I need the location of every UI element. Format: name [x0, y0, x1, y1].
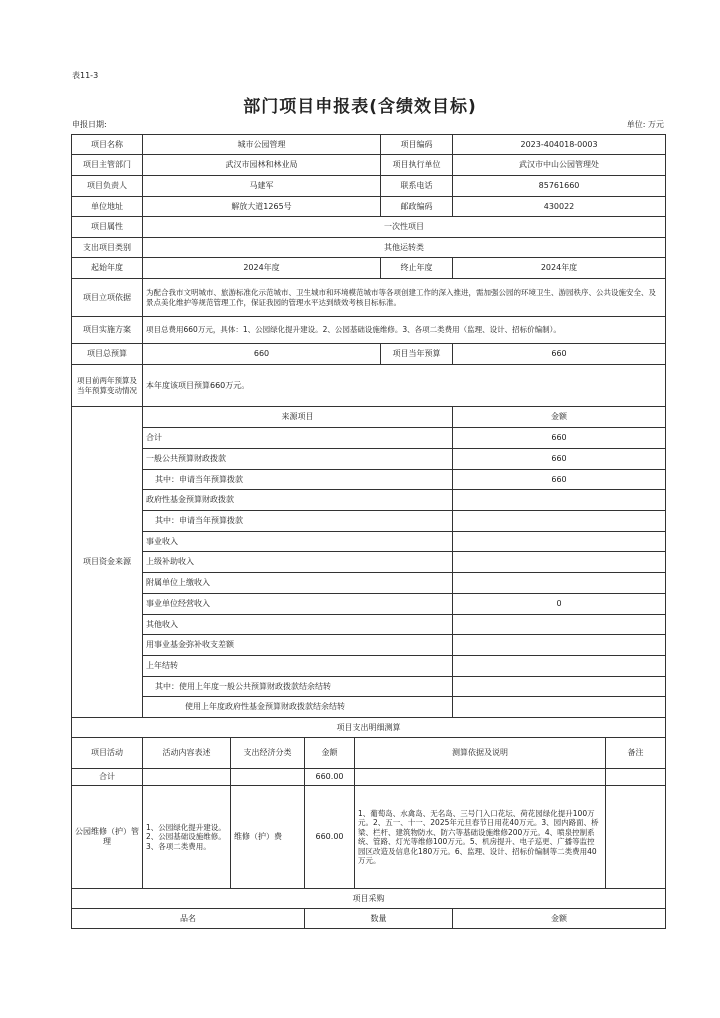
detail-item-row: [72, 786, 666, 889]
exec-unit-value: 武汉市中山公园管理处: [453, 155, 666, 176]
detail-col-remark: 备注: [606, 738, 666, 769]
postcode-label: 邮政编码: [381, 197, 453, 217]
detail-col-econ: 支出经济分类: [231, 738, 305, 769]
purchase-col-qty: 数量: [305, 909, 453, 929]
phone-label: 联系电话: [381, 176, 453, 197]
detail-activity: 公园维修（护）管理: [72, 786, 143, 889]
end-value: 2024年度: [453, 258, 666, 279]
purchase-section-row: [72, 889, 666, 909]
funding-row-label: 其中：申请当年预算拨款: [143, 511, 453, 532]
funding-row-label: 用事业基金弥补收支差额: [143, 635, 453, 656]
funding-row: [72, 449, 666, 470]
start-label: 起始年度: [72, 258, 143, 279]
detail-section-label: 项目支出明细测算: [72, 718, 666, 738]
funding-row: [72, 573, 666, 594]
detail-total-amount: 660.00: [305, 769, 355, 786]
basis-value: 为配合我市文明城市、旅游标准化示范城市、卫生城市和环境模范城市等各项创建工作的深入推进，需加强公园的环境卫生、游园秩序、公共设施安全、及景点美化维护等规范管理工作，保证我园的管理水平达到绩效考核目标标准。: [143, 279, 666, 317]
budget-change-label: 项目前两年预算及当年预算变动情况: [72, 365, 143, 407]
funding-row: [72, 677, 666, 697]
exec-unit-label: 项目执行单位: [381, 155, 453, 176]
funding-row-amount: [453, 573, 666, 594]
project-name-value: 城市公园管理: [143, 135, 381, 155]
end-label: 终止年度: [381, 258, 453, 279]
project-application-table: [71, 134, 666, 929]
detail-header-row: [72, 738, 666, 769]
detail-col-activity: 项目活动: [72, 738, 143, 769]
funding-row: [72, 615, 666, 635]
report-date-label: 申报日期:: [72, 120, 107, 129]
funding-row-amount: [453, 615, 666, 635]
detail-section-row: [72, 718, 666, 738]
empty-cell: [231, 769, 305, 786]
address-label: 单位地址: [72, 197, 143, 217]
funding-row: [72, 697, 666, 718]
funding-row: [72, 594, 666, 615]
row-plan: [72, 317, 666, 344]
funding-row-label: 一般公共预算财政拨款: [143, 449, 453, 470]
funding-row-label: 其他收入: [143, 615, 453, 635]
funding-row: [72, 511, 666, 532]
project-name-label: 项目名称: [72, 135, 143, 155]
funding-row-label: 事业收入: [143, 532, 453, 552]
funding-row-label: 上年结转: [143, 656, 453, 677]
phone-value: 85761660: [453, 176, 666, 197]
funding-row-label: 使用上年度政府性基金预算财政拨款结余结转: [143, 697, 453, 718]
funding-row-amount: [453, 656, 666, 677]
manager-label: 项目负责人: [72, 176, 143, 197]
empty-cell: [606, 769, 666, 786]
funding-row-amount: [453, 635, 666, 656]
attr-value: 一次性项目: [143, 217, 666, 238]
funding-header-row: [72, 407, 666, 428]
row-period: [72, 258, 666, 279]
dept-label: 项目主管部门: [72, 155, 143, 176]
purchase-header-row: [72, 909, 666, 929]
row-attr: [72, 217, 666, 238]
funding-row-label: 合计: [143, 428, 453, 449]
total-budget-label: 项目总预算: [72, 344, 143, 365]
funding-row: [72, 656, 666, 677]
detail-col-amount: 金额: [305, 738, 355, 769]
row-address: [72, 197, 666, 217]
empty-cell: [143, 769, 231, 786]
funding-row-label: 事业单位经营收入: [143, 594, 453, 615]
attr-label: 项目属性: [72, 217, 143, 238]
funding-row-amount: [453, 697, 666, 718]
funding-row-amount: 0: [453, 594, 666, 615]
funding-row-amount: 660: [453, 449, 666, 470]
plan-value: 项目总费用660万元，具体：1、公园绿化提升建设。2、公园基础设施维修。3、各项二类费用（监理、设计、招标价编制）。: [143, 317, 666, 344]
funding-row: [72, 428, 666, 449]
funding-row-label: 政府性基金预算财政拨款: [143, 490, 453, 511]
dept-value: 武汉市园林和林业局: [143, 155, 381, 176]
funding-row: [72, 552, 666, 573]
funding-row-label: 其中：申请当年预算拨款: [143, 470, 453, 490]
empty-cell: [355, 769, 606, 786]
detail-econ: 维修（护）费: [231, 786, 305, 889]
manager-value: 马建军: [143, 176, 381, 197]
page-title: 部门项目申报表(含绩效目标): [243, 97, 477, 117]
funding-row-label: 上级补助收入: [143, 552, 453, 573]
detail-remark: [606, 786, 666, 889]
row-project-name: [72, 135, 666, 155]
detail-content: 1、公园绿化提升建设。2、公园基础设施维修。3、各项二类费用。: [143, 786, 231, 889]
project-code-label: 项目编码: [381, 135, 453, 155]
funding-row-amount: [453, 490, 666, 511]
category-value: 其他运转类: [143, 238, 666, 258]
row-budget: [72, 344, 666, 365]
funding-row-amount: [453, 532, 666, 552]
row-category: [72, 238, 666, 258]
funding-row-amount: 660: [453, 428, 666, 449]
row-budget-change: [72, 365, 666, 407]
unit-label: 单位: 万元: [626, 120, 664, 129]
detail-col-basis: 测算依据及说明: [355, 738, 606, 769]
purchase-col-amount: 金额: [453, 909, 666, 929]
funding-row-label: 附属单位上缴收入: [143, 573, 453, 594]
funding-row: [72, 470, 666, 490]
basis-label: 项目立项依据: [72, 279, 143, 317]
address-value: 解放大道1265号: [143, 197, 381, 217]
funding-row: [72, 532, 666, 552]
funding-row-amount: 660: [453, 470, 666, 490]
funding-row: [72, 635, 666, 656]
postcode-value: 430022: [453, 197, 666, 217]
category-label: 支出项目类别: [72, 238, 143, 258]
funding-col-amount: 金额: [453, 407, 666, 428]
detail-amount: 660.00: [305, 786, 355, 889]
purchase-section-label: 项目采购: [72, 889, 666, 909]
current-budget-label: 项目当年预算: [381, 344, 453, 365]
row-manager: [72, 176, 666, 197]
funding-row-amount: [453, 511, 666, 532]
detail-total-row: [72, 769, 666, 786]
start-value: 2024年度: [143, 258, 381, 279]
funding-row-amount: [453, 552, 666, 573]
form-number: 表11-3: [72, 71, 99, 80]
plan-label: 项目实施方案: [72, 317, 143, 344]
funding-row-label: 其中：使用上年度一般公共预算财政拨款结余结转: [143, 677, 453, 697]
detail-basis: 1、葡萄岛、水禽岛、无名岛、三号门入口花坛、荷花园绿化提升100万元。2、五一、十一、2025年元旦春节日用花40万元。3、园内路面、桥梁、栏杆、建筑物防水、防六等基础设施维修200万元。4、喷泉控制系统、管路、灯光等维修100万元。5、机房提升、电子巡更、广播等监控园区改造及信息化180万元。6、监理、设计、招标价编制等二类费用40万元。: [355, 786, 606, 889]
funding-section-label: 项目资金来源: [72, 407, 143, 718]
funding-row-amount: [453, 677, 666, 697]
row-basis: [72, 279, 666, 317]
detail-col-content: 活动内容表述: [143, 738, 231, 769]
purchase-col-name: 品名: [72, 909, 305, 929]
current-budget-value: 660: [453, 344, 666, 365]
funding-row: [72, 490, 666, 511]
funding-col-source: 来源项目: [143, 407, 453, 428]
total-budget-value: 660: [143, 344, 381, 365]
budget-change-value: 本年度该项目预算660万元。: [143, 365, 666, 407]
row-dept: [72, 155, 666, 176]
detail-total-label: 合计: [72, 769, 143, 786]
project-code-value: 2023-404018-0003: [453, 135, 666, 155]
